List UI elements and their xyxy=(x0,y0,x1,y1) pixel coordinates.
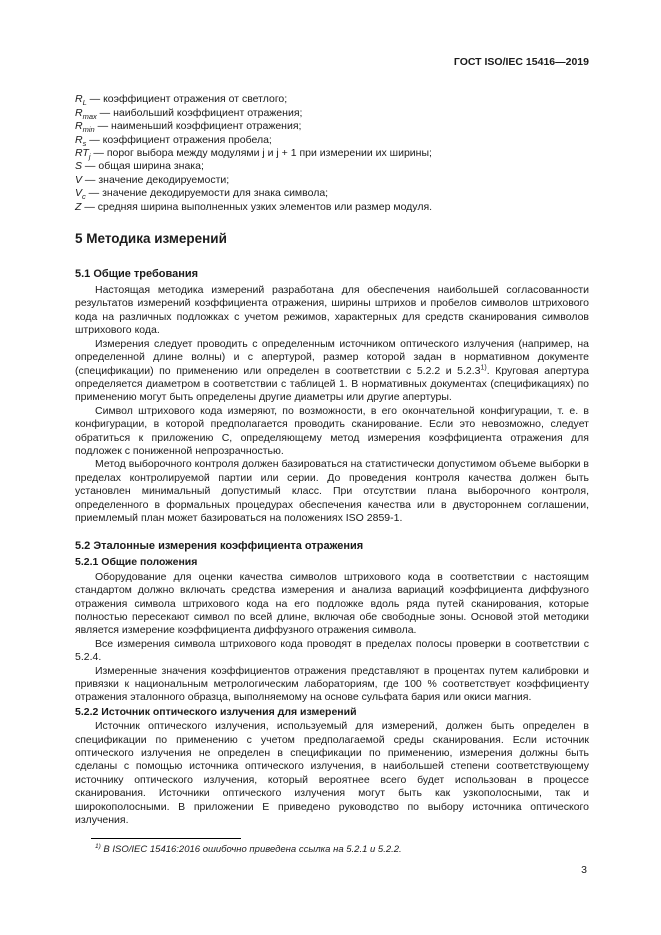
subsection-heading-5-2: 5.2 Эталонные измерения коэффициента отражения xyxy=(75,540,364,553)
definition-text: — общая ширина знака; xyxy=(82,160,204,173)
section-heading-5: 5 Методика измерений xyxy=(75,231,227,247)
definition-item: $R_{max}$ — наибольший коэффициент отражения; xyxy=(75,106,303,121)
page-number: 3 xyxy=(581,864,587,876)
definition-text: — порог выбора между модулями j и j + 1 при измерении их ширины; xyxy=(90,147,432,160)
footnote-marker: 1) xyxy=(95,842,101,850)
subsection-heading-5-2-2: 5.2.2 Источник оптического излучения для измерений xyxy=(75,705,357,718)
definition-item: $R_L$ — коэффициент отражения от светлого; xyxy=(75,93,288,108)
footnote xyxy=(75,844,589,856)
definition-item: V — значение декодируемости; xyxy=(75,173,230,186)
definition-text: — наибольший коэффициент отражения; xyxy=(96,106,303,119)
definitions-list xyxy=(75,93,589,214)
definition-text: — наименьший коэффициент отражения; xyxy=(94,120,302,133)
footnote-text: В ISO/IEC 15416:2016 ошибочно приведена ссылка на 5.2.1 и 5.2.2. xyxy=(100,844,402,855)
definition-item: S — общая ширина знака; xyxy=(75,160,204,173)
paragraph-text: Измерения следует проводить с определенным источником оптического излучения (например, на определенной длине волны) и с апертурой, размер которой задан в нормативном документе (спецификации) по применению или определен в соответствии с 5.2.2 и 5.2.3 xyxy=(75,337,589,377)
paragraph: Измеренные значения коэффициентов отражения представляют в процентах путем калибровки и привязки к национальным метрологическим лабораториям, где 100 % соответствует коэффициенту отражения эталонного образца, выполняемому на основе сульфата бария или окиси магния. xyxy=(75,664,589,704)
paragraph: Символ штрихового кода измеряют, по возможности, в его окончательной конфигурации, т. е. в конфигурации, в которой предполагается проводить сканирование. Если это невозможно, следует обратиться к приложению С, определяющему метод измерения коэффициента отражения для подложек с пониженной непрозрачностью. xyxy=(75,404,589,457)
footnote-ref: 1) xyxy=(480,364,487,371)
subsection-heading-5-2-1: 5.2.1 Общие положения xyxy=(75,556,198,569)
definition-text: — коэффициент отражения от светлого; xyxy=(86,93,288,106)
footnote-block xyxy=(75,838,589,856)
document-header: ГОСТ ISO/IEC 15416—2019 xyxy=(453,56,589,68)
definition-text: — средняя ширина выполненных узких элементов или размер модуля. xyxy=(81,200,433,213)
paragraph: Источник оптического излучения, используемый для измерений, должен быть определен в спецификации по применению с учетом предполагаемой среды сканирования. Если источник оптического излучения не определен в спецификации по применению, измерения должны быть сделаны с помощью источника оптического излучения, в наибольшей степени соответствующему источнику оптического излучения, который вероятнее всего будет использован в процессе сканирования. Источники оптического излучения могут быть как узкополосными, так и широкополосными. В приложении Е приведено руководство по выбору источника оптического излучения. xyxy=(75,720,589,827)
paragraph-text: . Круговая апертура определяется диаметром в соответствии с таблицей 1. В нормативных документах (спецификациях) по применению могут быть определены другие диаметры или другие апертуры. xyxy=(75,364,589,404)
paragraph xyxy=(75,338,589,405)
paragraph: Все измерения символа штрихового кода проводят в пределах полосы проверки в соответствии с 5.2.4. xyxy=(75,637,589,664)
paragraph: Метод выборочного контроля должен базироваться на статистически допустимом объеме выборки в пределах контролируемой партии или серии. До проведения контроля качества должен быть установлен минимальный допустимый класс. При отсутствии плана выборочного контроля, определенного в формальных процедурах обеспечения качества или в двустороннем соглашении, приемлемый план может базироваться на положениях ISO 2859-1. xyxy=(75,458,589,524)
definition-text: — значение декодируемости для знака символа; xyxy=(85,187,329,200)
subsection-heading-5-1: 5.1 Общие требования xyxy=(75,268,199,281)
definition-text: — коэффициент отражения пробела; xyxy=(86,133,272,146)
paragraph: Оборудование для оценки качества символов штрихового кода в соответствии с настоящим стандартом должно включать средства измерения и анализа вариаций коэффициента диффузного отражения символа штрихового кода на его подложке вдоль ряда путей сканирования, которые полностью пересекают символ по всей длине, включая обе свободные зоны. Основой этой методики является измерение коэффициента диффузного отражения символа. xyxy=(75,570,589,637)
definition-item: $R_{min}$ — наименьший коэффициент отражения; xyxy=(75,120,302,135)
definition-text: — значение декодируемости; xyxy=(82,173,230,186)
definition-item: $V_c$ — значение декодируемости для знака символа; xyxy=(75,187,329,202)
footnote-rule xyxy=(91,838,241,839)
definition-item: $RT_j$ — порог выбора между модулями j и j + 1 при измерении их ширины; xyxy=(75,147,432,162)
definition-item: $R_s$ — коэффициент отражения пробела; xyxy=(75,133,272,148)
paragraph: Настоящая методика измерений разработана для обеспечения наибольшей согласованности результатов измерений коэффициента отражения, ширины штрихов и пробелов символов штрихового кода на различных подложках с учетом режимов, характерных для средств сканирования символов штрихового кода. xyxy=(75,284,589,337)
definition-item: Z — средняя ширина выполненных узких элементов или размер модуля. xyxy=(75,200,433,213)
